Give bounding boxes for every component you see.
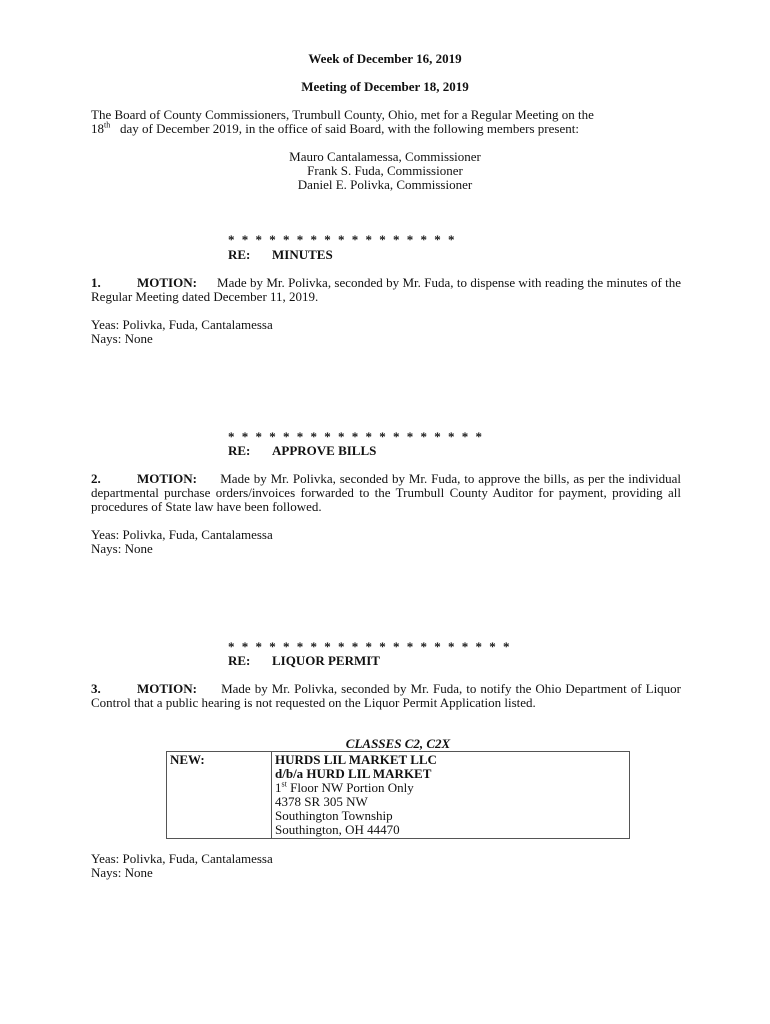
intro-day-suffix: th (104, 120, 111, 130)
motion-text: Made by Mr. Polivka, seconded by Mr. Fuda, to approve the bills, as per the individual departmental purchase orders/invoices forwarded to the Trumbull County Auditor for payment, providing all procedures of State law have been followed. (91, 471, 681, 514)
member-item: Frank S. Fuda, Commissioner (307, 163, 463, 178)
table-row (167, 752, 630, 839)
motion-label: MOTION: (137, 275, 197, 290)
motion-number: 2. (91, 471, 101, 486)
section-separator: * * * * * * * * * * * * * * * * * * * * * (228, 639, 512, 654)
intro-line-2-rest: day of December 2019, in the office of said Board, with the following members present: (110, 121, 579, 136)
vote-nays: Nays: None (91, 331, 153, 346)
motion-number: 1. (91, 275, 101, 290)
section-title: MINUTES (272, 247, 333, 262)
intro-line-2 (91, 122, 681, 136)
vote-nays: Nays: None (91, 541, 153, 556)
vote-yeas: Yeas: Polivka, Fuda, Cantalamessa (91, 851, 273, 866)
motion-label: MOTION: (137, 681, 197, 696)
section-heading (228, 444, 376, 458)
floor-rest: Floor NW Portion Only (286, 780, 414, 795)
permit-caption: CLASSES C2, C2X (345, 736, 451, 751)
motion-label: MOTION: (137, 471, 197, 486)
intro-paragraph (91, 108, 681, 136)
permit-label: NEW: (167, 752, 272, 839)
meeting-heading: Meeting of December 18, 2019 (301, 79, 469, 94)
permit-street: 4378 SR 305 NW (275, 794, 368, 809)
vote-yeas: Yeas: Polivka, Fuda, Cantalamessa (91, 317, 273, 332)
permit-city: Southington, OH 44470 (275, 822, 400, 837)
motion-number: 3. (91, 681, 101, 696)
motion-paragraph (91, 682, 681, 710)
floor-suffix: st (281, 779, 287, 789)
floor-number: 1 (275, 780, 282, 795)
week-heading: Week of December 16, 2019 (308, 51, 462, 66)
permit-table (166, 751, 630, 839)
vote-yeas: Yeas: Polivka, Fuda, Cantalamessa (91, 527, 273, 542)
permit-details (272, 752, 630, 839)
vote-nays: Nays: None (91, 865, 153, 880)
member-item: Daniel E. Polivka, Commissioner (297, 177, 473, 192)
motion-text: Made by Mr. Polivka, seconded by Mr. Fuda, to notify the Ohio Department of Liquor Control that a public hearing is not requested on the Liquor Permit Application listed. (91, 681, 682, 710)
intro-line-1: The Board of County Commissioners, Trumbull County, Ohio, met for a Regular Meeting on the (91, 107, 594, 122)
section-heading (228, 654, 380, 668)
motion-text: Made by Mr. Polivka, seconded by Mr. Fuda, to dispense with reading the minutes of the Regular Meeting dated December 11, 2019. (91, 275, 682, 304)
permit-floor (275, 781, 626, 795)
permit-dba: d/b/a HURD LIL MARKET (275, 766, 432, 781)
re-label: RE: (228, 653, 251, 668)
re-label: RE: (228, 443, 251, 458)
permit-township: Southington Township (275, 808, 393, 823)
section-title: APPROVE BILLS (272, 443, 377, 458)
section-heading (228, 248, 333, 262)
motion-paragraph (91, 276, 681, 304)
section-title: LIQUOR PERMIT (272, 653, 380, 668)
member-item: Mauro Cantalamessa, Commissioner (289, 149, 481, 164)
permit-holder-name: HURDS LIL MARKET LLC (275, 752, 437, 767)
section-separator: * * * * * * * * * * * * * * * * * * * (228, 429, 484, 444)
section-separator: * * * * * * * * * * * * * * * * * (228, 232, 457, 247)
re-label: RE: (228, 247, 251, 262)
member-list (0, 150, 770, 192)
motion-paragraph (91, 472, 681, 514)
intro-day: 18 (91, 121, 104, 136)
